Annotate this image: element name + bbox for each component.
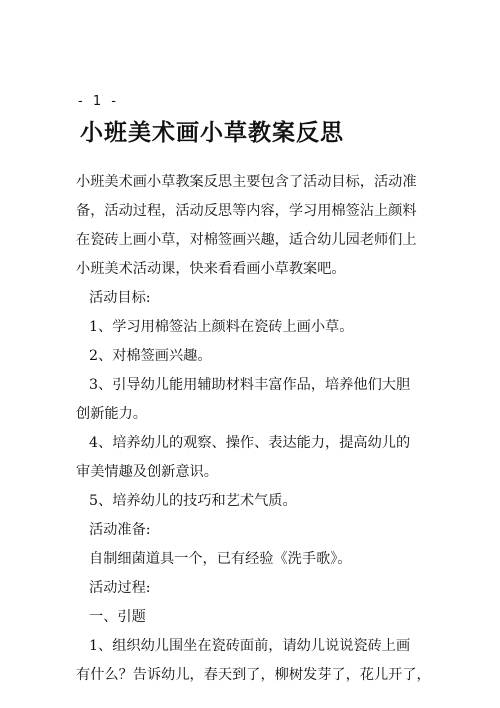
list-item: 4、培养幼儿的观察、操作、表达能力，提高幼儿的	[89, 435, 411, 451]
section-heading-preparation: 活动准备:	[89, 522, 151, 538]
paragraph-line: 自制细菌道具一个，已有经验《洗手歌》。	[89, 551, 352, 567]
list-item: 1、组织幼儿围坐在瓷砖面前，请幼儿说说瓷砖上画	[89, 638, 411, 654]
list-item-continuation: 有什么？告诉幼儿，春天到了，柳树发芽了，花儿开了，	[76, 667, 431, 683]
paragraph-line: 小班美术画小草教案反思主要包含了活动目标，活动准	[76, 174, 417, 190]
paragraph-line: 在瓷砖上画小草，对棉签画兴趣，适合幼儿园老师们上	[76, 232, 417, 248]
section-heading-goals: 活动目标:	[89, 290, 151, 306]
document-title: 小班美术画小草教案反思	[80, 119, 344, 146]
paragraph-line: 备，活动过程，活动反思等内容，学习用棉签沾上颜料	[76, 203, 417, 219]
list-item: 5、培养幼儿的技巧和艺术气质。	[89, 493, 297, 509]
list-item: 3、引导幼儿能用辅助材料丰富作品，培养他们大胆	[89, 377, 411, 393]
list-item: 2、对棉签画兴趣。	[89, 348, 212, 364]
list-item-continuation: 创新能力。	[76, 406, 147, 422]
list-item-continuation: 审美情趣及创新意识。	[76, 464, 218, 480]
subsection-heading: 一、引题	[89, 609, 146, 625]
paragraph-line: 小班美术活动课，快来看看画小草教案吧。	[76, 261, 346, 277]
page-number: - 1 -	[78, 94, 119, 109]
list-item: 1、学习用棉签沾上颜料在瓷砖上画小草。	[89, 319, 354, 335]
document-body	[76, 168, 436, 690]
section-heading-process: 活动过程:	[89, 580, 151, 596]
